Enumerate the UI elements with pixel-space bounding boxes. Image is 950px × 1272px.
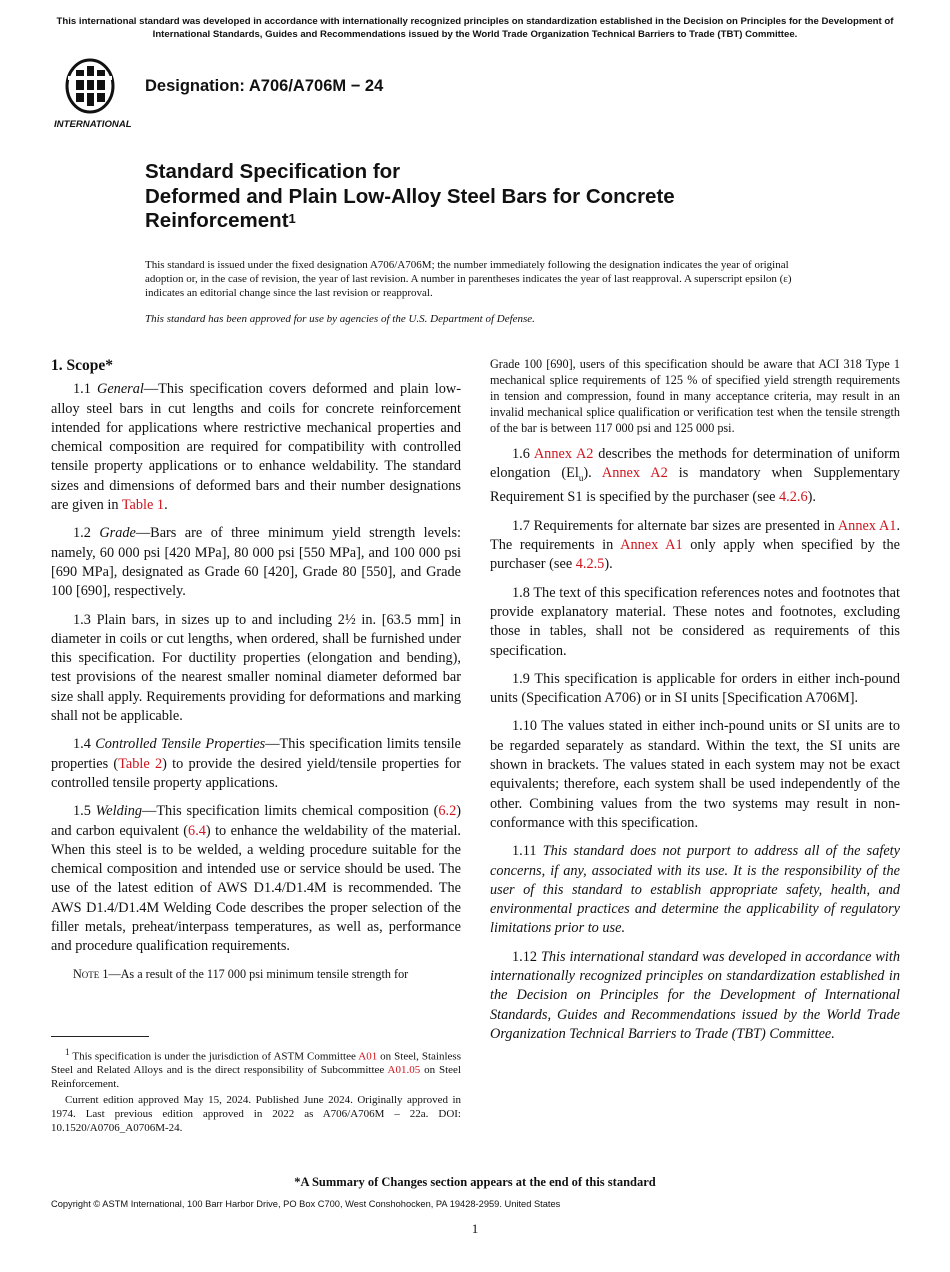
title-footnote-mark[interactable]: 1 bbox=[288, 211, 296, 226]
link-annex-a1-second[interactable]: Annex A1 bbox=[620, 537, 683, 554]
designation: Designation: A706/A706M − 24 bbox=[145, 77, 384, 95]
paragraph-1-9: 1.9 This specification is applicable for orders in either inch-pound units (Specification A706) or in SI units [Specification A706M]. bbox=[490, 670, 900, 707]
document-title bbox=[145, 160, 845, 234]
paragraph-1-6: 1.6 Annex A2 describes the methods for determination of uniform elongation $(El_u)$. Annex A2 is mandatory when Supplementary Requirement S1 is specified by the purchaser (see 4.2.6). bbox=[490, 446, 901, 506]
link-section-6-2[interactable]: 6.2 bbox=[438, 803, 457, 820]
title-line-2: Deformed and Plain Low-Alloy Steel Bars for Concrete bbox=[145, 184, 675, 208]
page-number: 1 bbox=[471, 1221, 479, 1236]
astm-logo-icon bbox=[54, 56, 134, 130]
link-section-4-2-6[interactable]: 4.2.6 bbox=[779, 489, 808, 506]
left-column bbox=[51, 356, 461, 991]
link-annex-a2[interactable]: Annex A2 bbox=[533, 446, 594, 462]
footnote-1: $^1$ This specification is under the jurisdiction of ASTM Committee A01 on Steel, Stainless Steel and Related Alloys and is the direct responsibility of Subcommittee A01.05 on Steel Reinforcement. Current edition approved May 15, 2024. Published June 2024. Originally approved in 1974. Last previous edition approved in 2022 as A706/A706M – 22a. DOI: 10.1520/A0706_A0706M-24. bbox=[51, 1047, 461, 1134]
tbt-notice: This international standard was developed in accordance with internationally recognized principles on standardization established in the Decision on Principles for the Development of International Standards, Guides and Recommendations issued by the World Trade Organization Technical Barriers to Trade (TBT) Committee. bbox=[56, 16, 894, 40]
paragraph-1-11: 1.11 This standard does not purport to address all of the safety concerns, if any, associated with its use. It is the responsibility of the user of this standard to establish appropriate safety, health, and environmental practices and determine the applicability of regulatory limitations prior to use. bbox=[490, 843, 900, 937]
footnote-approval: Current edition approved May 15, 2024. Published June 2024. Originally approved in 1974. Last previous edition approved in 2022 as A706/A706M – 22a. DOI: 10.1520/A0706_A0706M-24. bbox=[51, 1094, 461, 1134]
paragraph-1-1: 1.1 General—This specification covers deformed and plain low-alloy steel bars in cut lengths and coils for concrete reinforcement intended for applications where restrictive mechanical properties and chemical composition are required for compatibility with controlled tensile property applications or to enhance weldability. The standard sizes and dimensions of deformed bars and their number designations are given in Table 1. bbox=[51, 381, 461, 514]
paragraph-1-7: 1.7 Requirements for alternate bar sizes are presented in Annex A1. The requirements in Annex A1 only apply when specified by the purchaser (see 4.2.5). bbox=[490, 517, 901, 573]
right-column bbox=[490, 356, 900, 1053]
paragraph-1-5: 1.5 Welding—This specification limits chemical composition (6.2) and carbon equivalent (6.4) to enhance the weldability of the material. When this steel is to be welded, a welding procedure suitable for the chemical composition and intended use or service should be used. The use of the latest edition of AWS D1.4/D1.4M is recommended. The AWS D1.4/D1.4M Welding Code describes the proper selection of the filler metals, preheat/interpass temperatures, as well as, performance and procedure qualification requirements. bbox=[51, 803, 461, 955]
link-section-6-4[interactable]: 6.4 bbox=[188, 822, 206, 839]
link-table-2[interactable]: Table 2 bbox=[118, 755, 163, 772]
link-annex-a2-second[interactable]: Annex A2 bbox=[601, 465, 668, 482]
paragraph-1-4: 1.4 Controlled Tensile Properties—This specification limits tensile properties (Table 2) to provide the desired yield/tensile properties for controlled tensile property applications. bbox=[51, 736, 461, 791]
note-1-continued: Grade 100 [690], users of this specification should be aware that ACI 318 Type 1 mechanical splice requirements of 125 % of specified yield strength requirements in tension and compression, found in many acceptance criteria, may result in an invalid mechanical splice qualification or verification test when the tensile strength of the bar is between 117 000 psi and 125 000 psi. bbox=[490, 357, 900, 435]
paragraph-1-12: 1.12 This international standard was developed in accordance with internationally recognized principles on standardization established in the Decision on Principles for the Development of International Standards, Guides and Recommendations issued by the World Trade Organization Technical Barriers to Trade (TBT) Committee. bbox=[490, 948, 900, 1042]
dod-approval: This standard has been approved for use by agencies of the U.S. Department of Defense. bbox=[145, 313, 535, 325]
link-subcommittee-a01-05[interactable]: A01.05 bbox=[387, 1064, 421, 1077]
title-line-1: Standard Specification for bbox=[145, 160, 401, 183]
footnote-divider bbox=[51, 1036, 149, 1037]
note-1-start: Note 1—As a result of the 117 000 psi minimum tensile strength for bbox=[73, 966, 409, 981]
paragraph-1-3: 1.3 Plain bars, in sizes up to and including 2½ in. [63.5 mm] in diameter in coils or cut lengths, when ordered, shall be furnished under this specification. For ductility properties (elongation and bending), test provisions of the nearest smaller nominal diameter deformed bar size shall apply. Requirements providing for deformations and marking shall not be applicable. bbox=[51, 611, 461, 725]
link-section-4-2-5[interactable]: 4.2.5 bbox=[575, 556, 605, 573]
paragraph-1-2: 1.2 Grade—Bars are of three minimum yield strength levels: namely, 60 000 psi [420 MPa], 80 000 psi [550 MPa], and 100 000 psi [690 MPa], designated as Grade 60 [420], Grade 80 [550], and Grade 100 [690], respectively. bbox=[51, 525, 461, 600]
section-heading-scope: 1. Scope* bbox=[51, 357, 113, 374]
paragraph-1-8: 1.8 The text of this specification references notes and footnotes that provide explanatory material. These notes and footnotes, excluding those in tables, shall not be considered as requirements of this specification. bbox=[490, 584, 900, 659]
logo-wordmark: INTERNATIONAL bbox=[54, 119, 132, 130]
link-annex-a1[interactable]: Annex A1 bbox=[837, 517, 897, 534]
issue-statement: This standard is issued under the fixed designation A706/A706M; the number immediately following the designation indicates the year of original adoption or, in the case of revision, the year of last revision. A number in parentheses indicates the year of last reapproval. A superscript epsilon (ε) indicates an editorial change since the last revision or reapproval. bbox=[145, 259, 792, 300]
title-line-3: Reinforcement$^1$ bbox=[145, 209, 296, 232]
link-committee-a01[interactable]: A01 bbox=[358, 1050, 378, 1063]
copyright-line: Copyright © ASTM International, 100 Barr Harbor Drive, PO Box C700, West Conshohocken, PA 19428-2959. United States bbox=[51, 1199, 561, 1209]
summary-of-changes-note: *A Summary of Changes section appears at the end of this standard bbox=[294, 1175, 656, 1189]
link-table-1[interactable]: Table 1 bbox=[121, 497, 165, 514]
paragraph-1-10: 1.10 The values stated in either inch-pound units or SI units are to be regarded separately as standard. Within the text, the SI units are shown in brackets. The values stated in each system may not be exact equivalents; therefore, each system shall be used independently of the other. Combining values from the two systems may result in non-conformance with this specification. bbox=[490, 718, 900, 831]
